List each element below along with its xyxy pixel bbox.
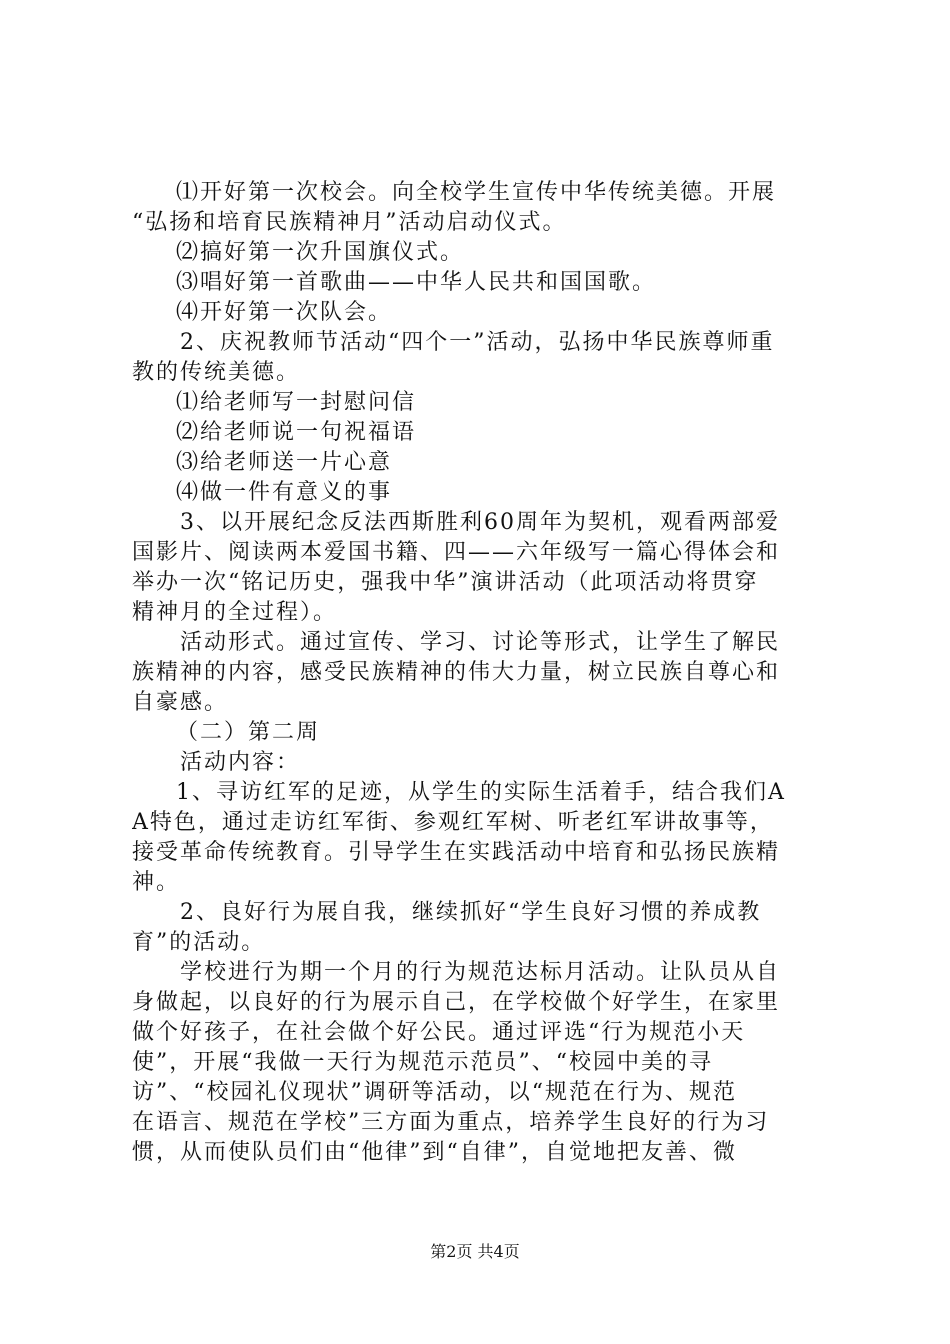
- text-line: 在语言、规范在学校”三方面为重点，培养学生良好的行为习: [132, 1110, 770, 1135]
- text-line: A特色，通过走访红军街、参观红军树、听老红军讲故事等，: [132, 810, 774, 835]
- text-line: 接受革命传统教育。引导学生在实践活动中培育和弘扬民族精: [132, 840, 781, 865]
- page-number: 第2页 共4页: [430, 1242, 520, 1261]
- text-line: 国影片、阅读两本爱国书籍、四——六年级写一篇心得体会和: [132, 540, 781, 565]
- text-line: ⑷做一件有意义的事: [176, 480, 393, 505]
- text-line: 精神月的全过程）。: [132, 600, 338, 625]
- text-line: 育”的活动。: [132, 930, 266, 955]
- text-line: 做个好孩子，在社会做个好公民。通过评选“行为规范小天: [132, 1020, 746, 1045]
- text-line: ⑴给老师写一封慰问信: [176, 390, 417, 415]
- text-line: 活动内容：: [180, 750, 301, 775]
- text-line: ⑶给老师送一片心意: [176, 450, 393, 475]
- text-line: 身做起，以良好的行为展示自己，在学校做个好学生，在家里: [132, 990, 781, 1015]
- text-line: “弘扬和培育民族精神月”活动启动仪式。: [132, 210, 567, 235]
- text-line: 教的传统美德。: [132, 360, 301, 385]
- section-heading: （二）第二周: [176, 720, 321, 745]
- text-line: 3、以开展纪念反法西斯胜利60周年为契机，观看两部爱: [180, 510, 780, 535]
- document-body: [132, 178, 832, 1168]
- text-line: ⑷开好第一次队会。: [176, 300, 393, 325]
- text-line: 2、良好行为展自我，继续抓好“学生良好习惯的养成教: [180, 900, 762, 925]
- text-line: 惯，从而使队员们由“他律”到“自律”，自觉地把友善、微: [132, 1140, 737, 1165]
- text-line: ⑶唱好第一首歌曲——中华人民共和国国歌。: [176, 270, 657, 295]
- text-line: 活动形式。通过宣传、学习、讨论等形式，让学生了解民: [180, 630, 781, 655]
- text-line: 神。: [132, 870, 181, 895]
- text-line: 访”、“校园礼仪现状”调研等活动，以“规范在行为、规范: [132, 1080, 737, 1105]
- text-line: ⑴开好第一次校会。向全校学生宣传中华传统美德。开展: [176, 180, 777, 205]
- text-line: 自豪感。: [132, 690, 229, 715]
- text-line: ⑵给老师说一句祝福语: [176, 420, 417, 445]
- page-footer: [0, 1242, 950, 1262]
- text-line: 1、寻访红军的足迹，从学生的实际生活着手，结合我们A: [176, 780, 786, 805]
- text-line: ⑵搞好第一次升国旗仪式。: [176, 240, 465, 265]
- text-line: 学校进行为期一个月的行为规范达标月活动。让队员从自: [180, 960, 781, 985]
- text-line: 举办一次“铭记历史，强我中华”演讲活动（此项活动将贯穿: [132, 570, 759, 595]
- text-line: 使”，开展“我做一天行为规范示范员”、“校园中美的寻: [132, 1050, 713, 1075]
- text-line: 族精神的内容，感受民族精神的伟大力量，树立民族自尊心和: [132, 660, 781, 685]
- text-line: 2、庆祝教师节活动“四个一”活动，弘扬中华民族尊师重: [180, 330, 775, 355]
